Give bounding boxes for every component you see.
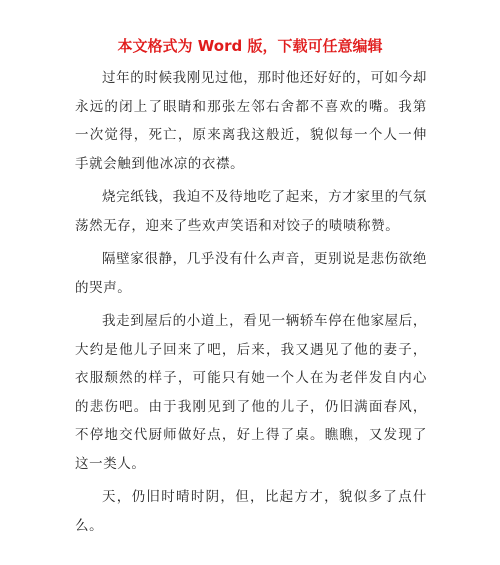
document-body xyxy=(75,64,427,545)
paragraph-2: 烧完纸钱，我迫不及待地吃了起来，方才家里的气氛荡然无存，迎来了些欢声笑语和对饺子的啧啧称赞。 xyxy=(75,189,427,234)
document-title: 本文格式为 Word 版，下载可任意编辑 xyxy=(117,37,383,55)
paragraph-3: 隔壁家很静，几乎没有什么声音，更别说是悲伤欲绝的哭声。 xyxy=(75,251,427,296)
paragraph-4: 我走到屋后的小道上，看见一辆轿车停在他家屋后，大约是他儿子回来了吧，后来，我又遇见了他的妻子，衣服颓然的样子，可能只有她一个人在为老伴发自内心的悲伤吧。由于我刚见到了他的儿子，仍旧满面春风，不停地交代厨师做好点，好上得了桌。瞧瞧，又发现了这一类人。 xyxy=(75,313,427,472)
paragraph-5: 天，仍旧时晴时阴，但，比起方才，貌似多了点什么。 xyxy=(75,489,427,534)
paragraph-1: 过年的时候我刚见过他，那时他还好好的，可如今却永远的闭上了眼睛和那张左邻右舍都不喜欢的嘴。我第一次觉得，死亡，原来离我这般近，貌似每一个人一伸手就会触到他冰凉的衣襟。 xyxy=(75,70,427,172)
